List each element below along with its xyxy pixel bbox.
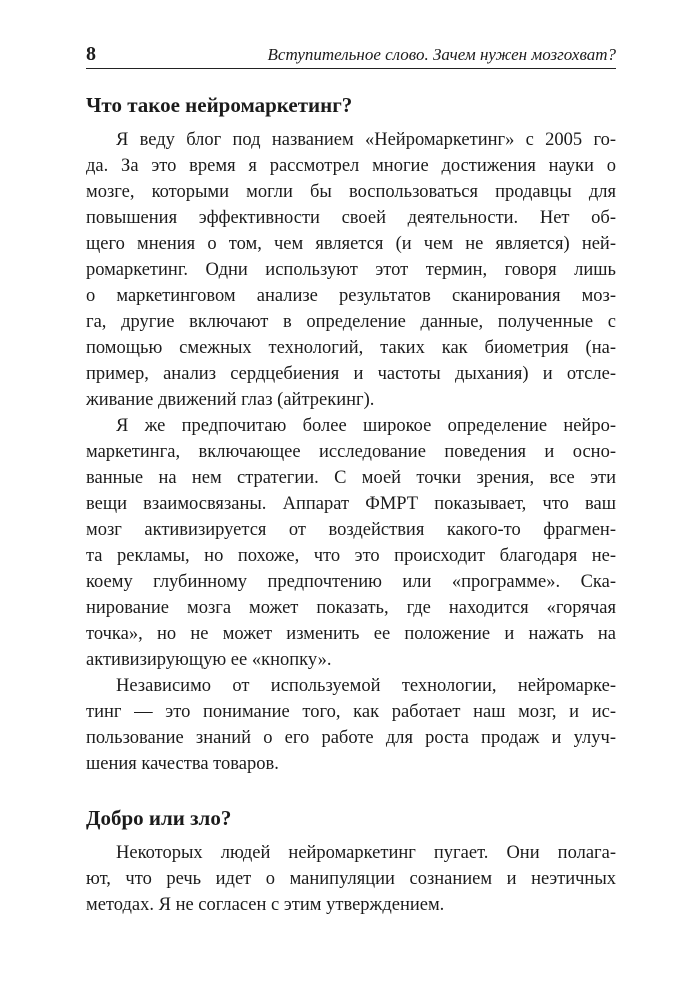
- text-line: ванные на нем стратегии. С моей точки зрения, все эти: [86, 468, 616, 488]
- text-line: Я веду блог под названием «Нейромаркетинг» с 2005 го-: [116, 130, 616, 150]
- text-line: щего мнения о том, чем является (и чем не является) ней-: [86, 234, 616, 254]
- text-line: ромаркетинг. Одни используют этот термин, говоря лишь: [86, 260, 616, 280]
- text-line: методах. Я не согласен с этим утверждением.: [86, 895, 445, 915]
- text-line: шения качества товаров.: [86, 754, 279, 774]
- running-head: [86, 42, 616, 69]
- text-line: вещи взаимосвязаны. Аппарат ФМРТ показывает, что ваш: [86, 494, 616, 514]
- text-line: точка», но не может изменить ее положение и нажать на: [86, 624, 616, 644]
- text-line: Независимо от используемой технологии, нейромарке-: [116, 676, 616, 696]
- text-line: га, другие включают в определение данные, полученные с: [86, 312, 616, 332]
- text-line: нирование мозга может показать, где находится «горячая: [86, 598, 616, 618]
- section-heading: Что такое нейромаркетинг?: [86, 93, 353, 117]
- text-line: помощью смежных технологий, таких как биометрия (на-: [86, 338, 616, 358]
- text-line: повышения эффективности своей деятельности. Нет об-: [86, 208, 616, 228]
- text-line: мозг активизируется от воздействия какого-то фрагмен-: [86, 520, 616, 540]
- text-line: активизирующую ее «кнопку».: [86, 650, 332, 670]
- text-line: мозге, которыми могли бы воспользоваться продавцы для: [86, 182, 616, 202]
- text-line: живание движений глаз (айтрекинг).: [86, 390, 375, 410]
- text-line: маркетинга, включающее исследование поведения и осно-: [86, 442, 616, 462]
- text-line: о маркетинговом анализе результатов сканирования моз-: [86, 286, 616, 306]
- section-heading: Добро или зло?: [86, 806, 232, 830]
- text-line: ют, что речь идет о манипуляции сознанием и неэтичных: [86, 869, 616, 889]
- text-line: пользование знаний о его работе для роста продаж и улуч-: [86, 728, 616, 748]
- page-number: 8: [86, 43, 96, 65]
- running-title: Вступительное слово. Зачем нужен мозгохват?: [267, 45, 616, 64]
- text-line: Некоторых людей нейромаркетинг пугает. Они полага-: [116, 843, 616, 863]
- text-line: тинг — это понимание того, как работает наш мозг, и ис-: [86, 702, 616, 722]
- text-line: Я же предпочитаю более широкое определение нейро-: [116, 416, 616, 436]
- text-line: коему глубинному предпочтению или «программе». Ска-: [86, 572, 616, 592]
- text-line: та рекламы, но похоже, что это происходит благодаря не-: [86, 546, 616, 566]
- text-line: пример, анализ сердцебиения и частоты дыхания) и отсле-: [86, 364, 616, 384]
- text-line: да. За это время я рассмотрел многие достижения науки о: [86, 156, 616, 176]
